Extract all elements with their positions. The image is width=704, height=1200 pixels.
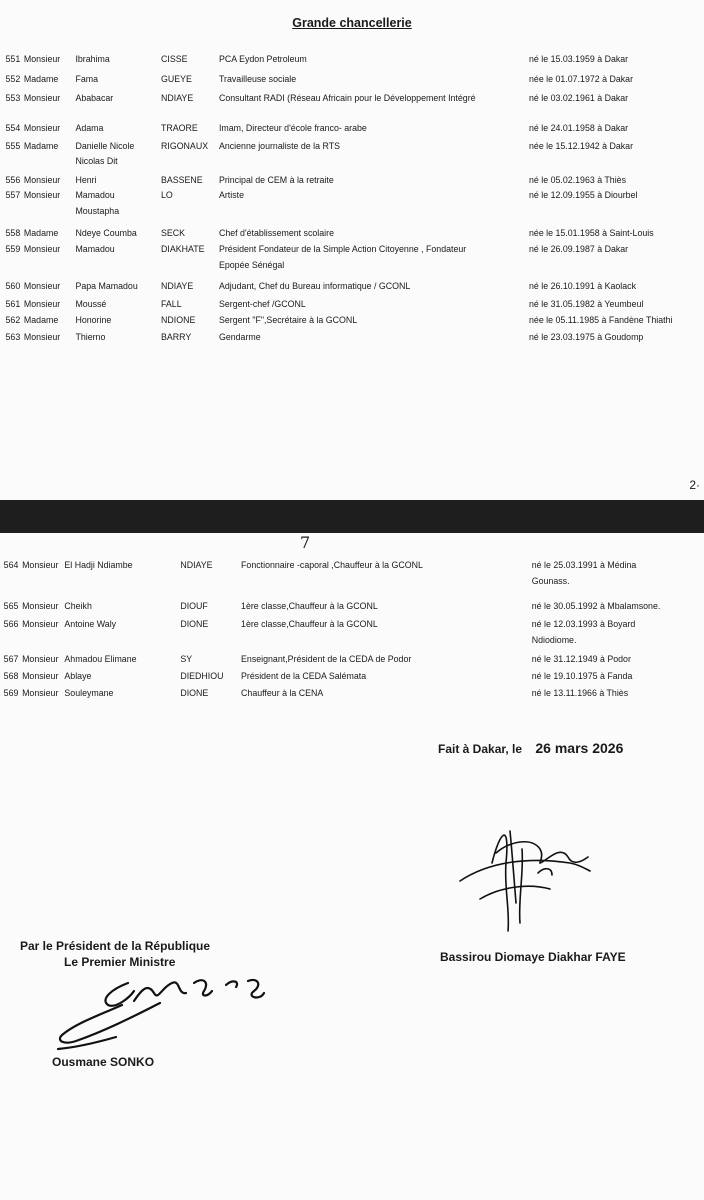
- last-name: SECK: [161, 228, 186, 239]
- entry-number: 564: [3, 560, 19, 571]
- profession: Adjudant, Chef du Bureau informatique / GCONL: [218, 281, 411, 292]
- birth-info: Gounass.: [531, 576, 570, 587]
- profession: Sergent-chef /GCONL: [218, 299, 306, 310]
- entry-number: 557: [5, 190, 21, 201]
- birth-info: née le 15.12.1942 à Dakar: [529, 141, 634, 152]
- birth-info: née le 15.01.1958 à Saint-Louis: [529, 228, 654, 239]
- birth-info: née le 01.07.1972 à Dakar: [529, 74, 634, 85]
- list-item: [0, 73, 648, 87]
- list-item: [0, 618, 648, 632]
- list-item: [0, 140, 648, 154]
- civility: Madame: [23, 228, 59, 239]
- first-name: Cheikh: [64, 601, 92, 612]
- first-name: Ndeye Coumba: [75, 228, 137, 239]
- last-name: DIAKHATE: [161, 244, 205, 255]
- birth-info: né le 15.03.1959 à Dakar: [529, 54, 629, 65]
- page-title: Grande chancellerie: [292, 16, 412, 30]
- last-name: TRAORE: [161, 123, 198, 134]
- last-name: DIEDHIOU: [180, 671, 224, 682]
- last-name: NDIONE: [161, 315, 196, 326]
- civility: Monsieur: [23, 190, 61, 201]
- profession: Sergent "F",Secrétaire à la GCONL: [218, 315, 358, 326]
- list-item: [0, 122, 648, 136]
- profession: Fonctionnaire -caporal ,Chauffeur à la GCONL: [241, 560, 423, 571]
- profession: Chauffeur à la CENA: [241, 688, 324, 699]
- prime-minister-name: Ousmane SONKO: [52, 1055, 155, 1069]
- profession: Consultant RADI (Réseau Africain pour le Développement Intégré: [218, 93, 476, 104]
- entry-number: 562: [5, 315, 21, 326]
- birth-info: né le 05.02.1963 à Thiès: [529, 175, 627, 186]
- profession: Principal de CEM à la retraite: [218, 175, 334, 186]
- president-name: Bassirou Diomaye Diakhar FAYE: [440, 950, 626, 964]
- entry-number: 566: [3, 619, 19, 630]
- civility: Monsieur: [23, 93, 61, 104]
- list-item: [0, 575, 648, 589]
- entry-number: 554: [5, 123, 21, 134]
- last-name: DIONE: [180, 619, 209, 630]
- place-date: [438, 740, 623, 756]
- first-name: Moustapha: [75, 206, 120, 217]
- entry-number: 569: [3, 688, 19, 699]
- list-item: [0, 314, 673, 328]
- list-item: [0, 155, 648, 169]
- birth-info: né le 26.10.1991 à Kaolack: [529, 281, 636, 292]
- profession: Gendarme: [218, 332, 261, 343]
- first-name: Souleymane: [64, 688, 114, 699]
- president-signature: [440, 791, 600, 941]
- birth-info: né le 12.03.1993 à Boyard: [531, 619, 636, 630]
- last-name: DIONE: [180, 688, 209, 699]
- civility: Monsieur: [22, 671, 59, 682]
- civility: Monsieur: [22, 688, 59, 699]
- birth-info: né le 31.12.1949 à Podor: [531, 654, 631, 665]
- first-name: Honorine: [75, 315, 112, 326]
- birth-info: né le 13.11.1966 à Thiès: [531, 688, 629, 699]
- civility: Madame: [23, 141, 59, 152]
- profession: Epopée Sénégal: [218, 260, 285, 271]
- civility: Madame: [23, 315, 59, 326]
- civility: Monsieur: [22, 654, 59, 665]
- entry-number: 563: [5, 332, 21, 343]
- birth-info: né le 19.10.1975 à Fanda: [531, 671, 633, 682]
- page-number: 2·: [689, 478, 700, 492]
- civility: Monsieur: [23, 244, 61, 255]
- civility: Monsieur: [23, 281, 61, 292]
- profession: 1ère classe,Chauffeur à la GCONL: [241, 601, 378, 612]
- profession: Imam, Directeur d'école franco- arabe: [218, 123, 367, 134]
- birth-info: né le 31.05.1982 à Yeumbeul: [529, 299, 644, 310]
- civility: Monsieur: [22, 601, 59, 612]
- first-name: Antoine Waly: [64, 619, 117, 630]
- last-name: BARRY: [161, 332, 192, 343]
- last-name: RIGONAUX: [161, 141, 209, 152]
- profession: 1ère classe,Chauffeur à la GCONL: [241, 619, 378, 630]
- profession: Ancienne journaliste de la RTS: [218, 141, 340, 152]
- list-item: [0, 653, 648, 667]
- entry-number: 567: [3, 654, 19, 665]
- list-item: [0, 92, 648, 106]
- civility: Monsieur: [23, 299, 61, 310]
- list-item: [0, 687, 648, 701]
- birth-info: né le 25.03.1991 à Médina: [531, 560, 637, 571]
- civility: Monsieur: [22, 619, 59, 630]
- first-name: Papa Mamadou: [75, 281, 138, 292]
- profession: Président de la CEDA Salémata: [241, 671, 367, 682]
- last-name: NDIAYE: [161, 93, 194, 104]
- document-page-1: [0, 0, 704, 500]
- first-name: Moussé: [75, 299, 107, 310]
- place-label: Fait à Dakar, le: [438, 742, 523, 756]
- profession: Enseignant,Président de la CEDA de Podor: [241, 654, 412, 665]
- list-item: [0, 53, 648, 67]
- civility: Monsieur: [22, 560, 59, 571]
- entry-number: 553: [5, 93, 21, 104]
- last-name: NDIAYE: [180, 560, 213, 571]
- profession: PCA Eydon Petroleum: [218, 54, 307, 65]
- list-item: [0, 243, 648, 257]
- entry-number: 555: [5, 141, 21, 152]
- last-name: NDIAYE: [161, 281, 194, 292]
- last-name: FALL: [161, 299, 182, 310]
- birth-info: né le 23.03.1975 à Goudomp: [529, 332, 644, 343]
- civility: Monsieur: [23, 54, 61, 65]
- birth-info: né le 03.02.1961 à Dakar: [529, 93, 629, 104]
- last-name: CISSE: [161, 54, 188, 65]
- last-name: DIOUF: [180, 601, 208, 612]
- list-item: [0, 298, 648, 312]
- list-item: [0, 634, 648, 648]
- birth-info: née le 05.11.1985 à Fandène Thiathi: [529, 315, 673, 326]
- birth-info: né le 24.01.1958 à Dakar: [529, 123, 629, 134]
- entry-number: 556: [5, 175, 21, 186]
- list-item: [0, 600, 661, 614]
- list-item: [0, 331, 648, 345]
- birth-info: né le 30.05.1992 à Mbalamsone.: [531, 601, 661, 612]
- first-name: Henri: [75, 175, 97, 186]
- profession: Travailleuse sociale: [218, 74, 297, 85]
- first-name: Adama: [75, 123, 104, 134]
- civility: Monsieur: [23, 123, 61, 134]
- last-name: LO: [161, 190, 173, 201]
- last-name: BASSENE: [161, 175, 203, 186]
- entry-number: 551: [5, 54, 21, 65]
- first-name: Mamadou: [75, 244, 115, 255]
- list-item: [0, 205, 648, 219]
- prime-minister-signature: [50, 963, 280, 1053]
- handwritten-page-mark: 7: [300, 533, 311, 552]
- first-name: Danielle Nicole: [75, 141, 135, 152]
- birth-info: Ndiodiome.: [531, 635, 577, 646]
- minister-title: Le Premier Ministre: [64, 955, 176, 969]
- list-item: [0, 559, 648, 573]
- birth-info: né le 26.09.1987 à Dakar: [529, 244, 629, 255]
- document-page-2: [0, 533, 704, 1200]
- entry-number: 568: [3, 671, 19, 682]
- list-item: [0, 189, 648, 203]
- list-item: [0, 174, 648, 188]
- entry-number: 565: [3, 601, 19, 612]
- last-name: GUEYE: [161, 74, 192, 85]
- first-name: El Hadji Ndiambe: [64, 560, 133, 571]
- civility: Madame: [23, 74, 59, 85]
- first-name: Ahmadou Elimane: [64, 654, 137, 665]
- decree-date: 26 mars 2026: [535, 740, 624, 756]
- first-name: Ibrahima: [75, 54, 110, 65]
- first-name: Ablaye: [64, 671, 92, 682]
- entry-number: 558: [5, 228, 21, 239]
- last-name: SY: [180, 654, 193, 665]
- profession: Chef d'établissement scolaire: [218, 228, 334, 239]
- on-behalf-line: Par le Président de la République: [20, 939, 211, 953]
- list-item: [0, 259, 648, 273]
- profession: Président Fondateur de la Simple Action Citoyenne , Fondateur: [218, 244, 467, 255]
- entry-number: 560: [5, 281, 21, 292]
- first-name: Thierno: [75, 332, 106, 343]
- entry-number: 559: [5, 244, 21, 255]
- first-name: Ababacar: [75, 93, 114, 104]
- civility: Monsieur: [23, 175, 61, 186]
- list-item: [0, 227, 654, 241]
- first-name: Mamadou: [75, 190, 115, 201]
- list-item: [0, 670, 648, 684]
- list-item: [0, 280, 648, 294]
- entry-number: 552: [5, 74, 21, 85]
- birth-info: né le 12.09.1955 à Diourbel: [529, 190, 638, 201]
- entry-number: 561: [5, 299, 21, 310]
- first-name: Nicolas Dit: [75, 156, 118, 167]
- civility: Monsieur: [23, 332, 61, 343]
- profession: Artiste: [218, 190, 244, 201]
- first-name: Fama: [75, 74, 99, 85]
